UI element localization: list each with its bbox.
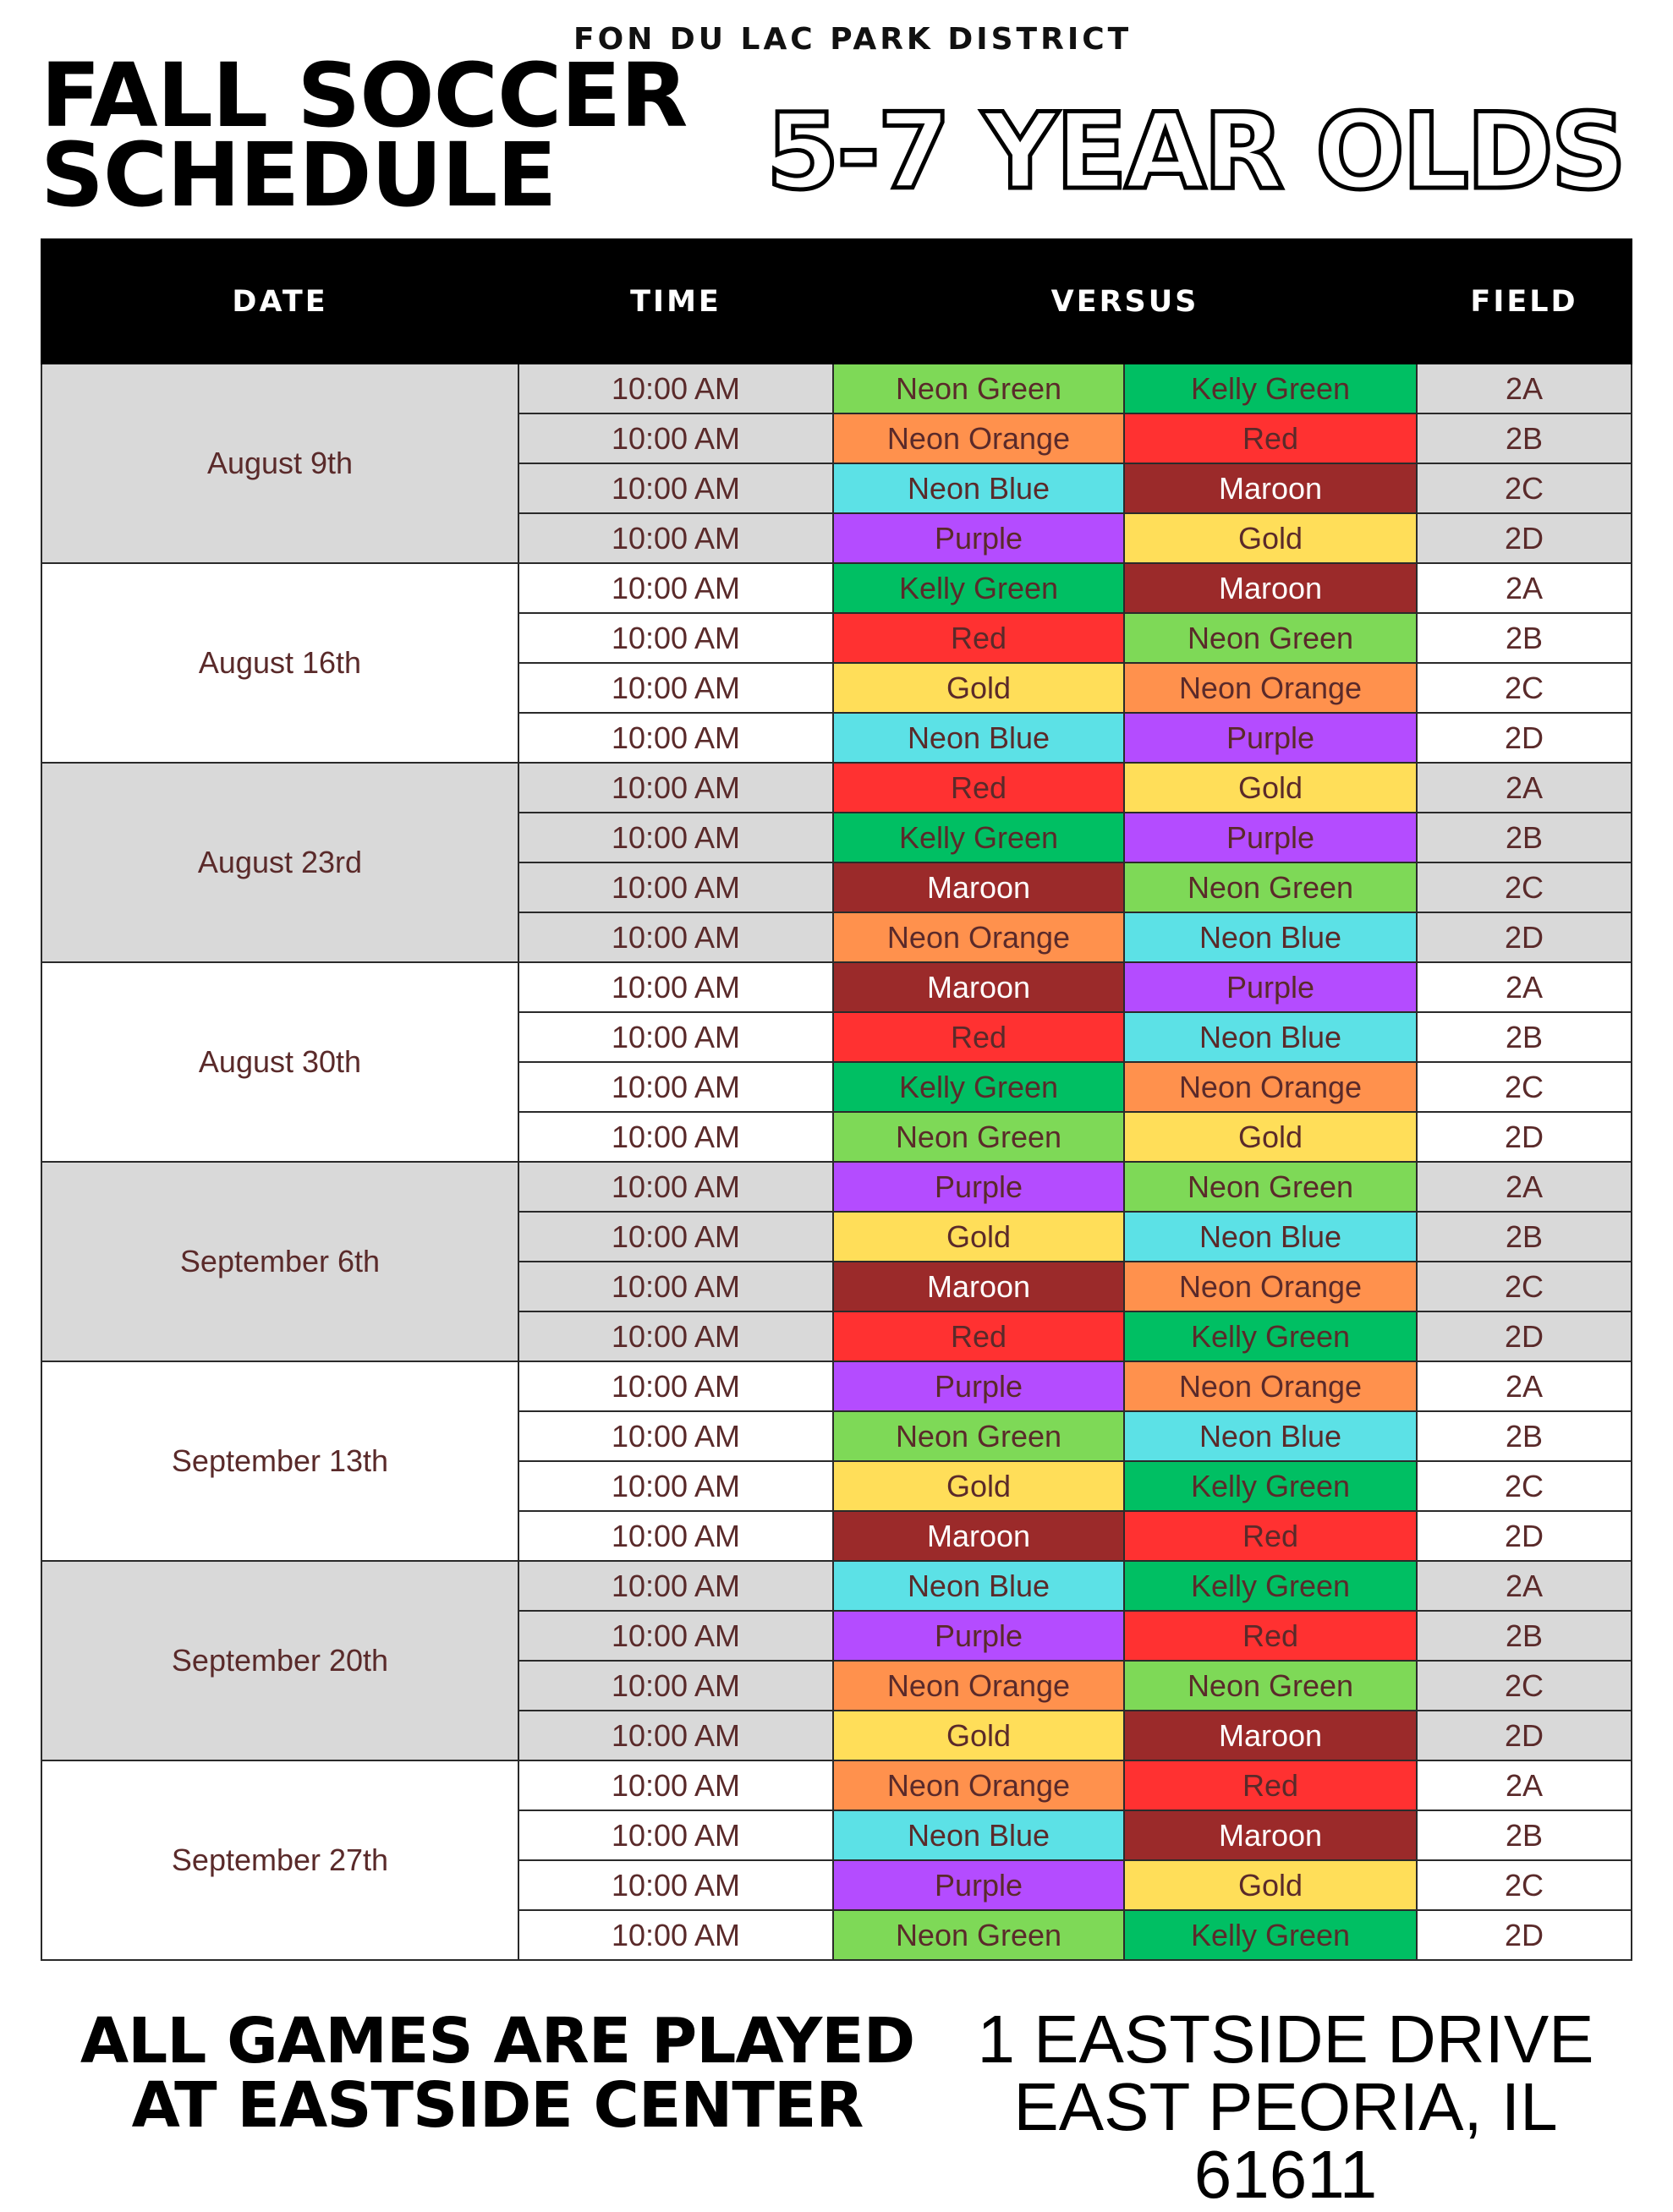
- game-time: 10:00 AM: [518, 1212, 833, 1262]
- field-number: 2A: [1417, 563, 1632, 613]
- game-date: September 13th: [41, 1361, 518, 1561]
- home-team: Gold: [833, 663, 1124, 713]
- home-team: Purple: [833, 513, 1124, 563]
- field-number: 2C: [1417, 1860, 1632, 1910]
- venue-line-1: ALL GAMES ARE PLAYED: [80, 2005, 915, 2078]
- home-team: Neon Blue: [833, 713, 1124, 763]
- away-team: Neon Green: [1124, 1162, 1417, 1212]
- field-number: 2A: [1417, 1561, 1632, 1611]
- home-team: Neon Orange: [833, 413, 1124, 463]
- game-time: 10:00 AM: [518, 813, 833, 862]
- away-team: Red: [1124, 413, 1417, 463]
- away-team: Maroon: [1124, 563, 1417, 613]
- game-time: 10:00 AM: [518, 912, 833, 962]
- home-team: Kelly Green: [833, 563, 1124, 613]
- game-time: 10:00 AM: [518, 713, 833, 763]
- table-row: [41, 763, 1632, 813]
- field-number: 2C: [1417, 463, 1632, 513]
- column-header-date: DATE: [41, 239, 518, 364]
- game-time: 10:00 AM: [518, 862, 833, 912]
- game-time: 10:00 AM: [518, 1062, 833, 1112]
- field-number: 2B: [1417, 1810, 1632, 1860]
- game-time: 10:00 AM: [518, 1461, 833, 1511]
- game-time: 10:00 AM: [518, 413, 833, 463]
- title-line-1: FALL SOCCER: [41, 44, 688, 147]
- game-time: 10:00 AM: [518, 1860, 833, 1910]
- field-number: 2D: [1417, 1112, 1632, 1162]
- away-team: Kelly Green: [1124, 364, 1417, 413]
- title-line-2: SCHEDULE: [41, 123, 557, 227]
- away-team: Kelly Green: [1124, 1910, 1417, 1960]
- home-team: Kelly Green: [833, 1062, 1124, 1112]
- field-number: 2D: [1417, 513, 1632, 563]
- table-row: [41, 962, 1632, 1012]
- home-team: Maroon: [833, 1262, 1124, 1311]
- game-time: 10:00 AM: [518, 463, 833, 513]
- game-time: 10:00 AM: [518, 1810, 833, 1860]
- away-team: Neon Blue: [1124, 912, 1417, 962]
- game-date: August 30th: [41, 962, 518, 1162]
- away-team: Kelly Green: [1124, 1461, 1417, 1511]
- away-team: Neon Orange: [1124, 663, 1417, 713]
- field-number: 2C: [1417, 1661, 1632, 1711]
- field-number: 2C: [1417, 1461, 1632, 1511]
- away-team: Purple: [1124, 713, 1417, 763]
- home-team: Gold: [833, 1711, 1124, 1760]
- field-number: 2A: [1417, 364, 1632, 413]
- home-team: Red: [833, 763, 1124, 813]
- field-number: 2C: [1417, 1062, 1632, 1112]
- field-number: 2D: [1417, 1910, 1632, 1960]
- game-date: September 6th: [41, 1162, 518, 1361]
- home-team: Neon Blue: [833, 463, 1124, 513]
- away-team: Neon Green: [1124, 1661, 1417, 1711]
- away-team: Maroon: [1124, 463, 1417, 513]
- home-team: Neon Green: [833, 1411, 1124, 1461]
- game-time: 10:00 AM: [518, 1311, 833, 1361]
- column-header-field: FIELD: [1417, 239, 1632, 364]
- game-time: 10:00 AM: [518, 763, 833, 813]
- field-number: 2B: [1417, 613, 1632, 663]
- game-time: 10:00 AM: [518, 613, 833, 663]
- game-date: August 9th: [41, 364, 518, 563]
- field-number: 2B: [1417, 1611, 1632, 1661]
- field-number: 2B: [1417, 1012, 1632, 1062]
- field-number: 2D: [1417, 1511, 1632, 1561]
- away-team: Kelly Green: [1124, 1311, 1417, 1361]
- table-row: [41, 1760, 1632, 1810]
- game-time: 10:00 AM: [518, 1162, 833, 1212]
- game-date: August 16th: [41, 563, 518, 763]
- away-team: Neon Blue: [1124, 1012, 1417, 1062]
- away-team: Neon Blue: [1124, 1411, 1417, 1461]
- field-number: 2A: [1417, 1162, 1632, 1212]
- field-number: 2B: [1417, 1212, 1632, 1262]
- home-team: Neon Orange: [833, 1661, 1124, 1711]
- home-team: Red: [833, 1311, 1124, 1361]
- field-number: 2D: [1417, 713, 1632, 763]
- home-team: Purple: [833, 1611, 1124, 1661]
- field-number: 2A: [1417, 1361, 1632, 1411]
- home-team: Neon Orange: [833, 912, 1124, 962]
- home-team: Kelly Green: [833, 813, 1124, 862]
- game-time: 10:00 AM: [518, 1561, 833, 1611]
- column-header-versus: VERSUS: [833, 239, 1417, 364]
- home-team: Gold: [833, 1212, 1124, 1262]
- schedule-table: [41, 238, 1632, 1961]
- schedule-body: [41, 364, 1632, 1960]
- away-team: Gold: [1124, 513, 1417, 563]
- home-team: Neon Blue: [833, 1561, 1124, 1611]
- away-team: Gold: [1124, 1112, 1417, 1162]
- district-name: FON DU LAC PARK DISTRICT: [573, 22, 1133, 57]
- field-number: 2D: [1417, 1711, 1632, 1760]
- game-date: August 23rd: [41, 763, 518, 962]
- address-line-1: 1 EASTSIDE DRIVE: [977, 2001, 1594, 2077]
- game-time: 10:00 AM: [518, 1661, 833, 1711]
- game-time: 10:00 AM: [518, 1112, 833, 1162]
- home-team: Purple: [833, 1162, 1124, 1212]
- table-row: [41, 1561, 1632, 1611]
- table-row: [41, 364, 1632, 413]
- home-team: Purple: [833, 1361, 1124, 1411]
- venue-note: [41, 2005, 954, 2142]
- game-time: 10:00 AM: [518, 1910, 833, 1960]
- game-time: 10:00 AM: [518, 364, 833, 413]
- home-team: Maroon: [833, 1511, 1124, 1561]
- age-group-label: 5-7 YEAR OLDS: [766, 91, 1624, 213]
- away-team: Gold: [1124, 763, 1417, 813]
- game-time: 10:00 AM: [518, 1760, 833, 1810]
- home-team: Neon Green: [833, 364, 1124, 413]
- column-header-time: TIME: [518, 239, 833, 364]
- game-time: 10:00 AM: [518, 962, 833, 1012]
- home-team: Neon Green: [833, 1112, 1124, 1162]
- away-team: Neon Green: [1124, 613, 1417, 663]
- game-time: 10:00 AM: [518, 1711, 833, 1760]
- game-time: 10:00 AM: [518, 1611, 833, 1661]
- table-row: [41, 1162, 1632, 1212]
- field-number: 2D: [1417, 912, 1632, 962]
- away-team: Neon Blue: [1124, 1212, 1417, 1262]
- field-number: 2C: [1417, 862, 1632, 912]
- home-team: Neon Orange: [833, 1760, 1124, 1810]
- away-team: Purple: [1124, 962, 1417, 1012]
- away-team: Kelly Green: [1124, 1561, 1417, 1611]
- away-team: Neon Orange: [1124, 1361, 1417, 1411]
- venue-line-2: AT EASTSIDE CENTER: [131, 2069, 864, 2142]
- home-team: Maroon: [833, 862, 1124, 912]
- table-row: [41, 1361, 1632, 1411]
- away-team: Neon Orange: [1124, 1262, 1417, 1311]
- away-team: Neon Orange: [1124, 1062, 1417, 1112]
- away-team: Red: [1124, 1760, 1417, 1810]
- away-team: Neon Green: [1124, 862, 1417, 912]
- away-team: Red: [1124, 1511, 1417, 1561]
- game-time: 10:00 AM: [518, 1411, 833, 1461]
- home-team: Neon Blue: [833, 1810, 1124, 1860]
- home-team: Red: [833, 613, 1124, 663]
- field-number: 2A: [1417, 962, 1632, 1012]
- game-time: 10:00 AM: [518, 1262, 833, 1311]
- field-number: 2C: [1417, 1262, 1632, 1311]
- table-header-row: [41, 239, 1632, 364]
- away-team: Red: [1124, 1611, 1417, 1661]
- away-team: Maroon: [1124, 1711, 1417, 1760]
- away-team: Purple: [1124, 813, 1417, 862]
- home-team: Gold: [833, 1461, 1124, 1511]
- game-time: 10:00 AM: [518, 1511, 833, 1561]
- field-number: 2C: [1417, 663, 1632, 713]
- game-time: 10:00 AM: [518, 1361, 833, 1411]
- field-number: 2B: [1417, 813, 1632, 862]
- game-date: September 20th: [41, 1561, 518, 1760]
- venue-address: [930, 2001, 1641, 2212]
- game-time: 10:00 AM: [518, 513, 833, 563]
- home-team: Purple: [833, 1860, 1124, 1910]
- game-time: 10:00 AM: [518, 563, 833, 613]
- field-number: 2B: [1417, 1411, 1632, 1461]
- table-row: [41, 563, 1632, 613]
- away-team: Maroon: [1124, 1810, 1417, 1860]
- field-number: 2D: [1417, 1311, 1632, 1361]
- away-team: Gold: [1124, 1860, 1417, 1910]
- home-team: Red: [833, 1012, 1124, 1062]
- field-number: 2A: [1417, 1760, 1632, 1810]
- game-time: 10:00 AM: [518, 1012, 833, 1062]
- game-date: September 27th: [41, 1760, 518, 1960]
- field-number: 2B: [1417, 413, 1632, 463]
- field-number: 2A: [1417, 763, 1632, 813]
- address-line-2: EAST PEORIA, IL 61611: [1013, 2069, 1558, 2212]
- home-team: Maroon: [833, 962, 1124, 1012]
- page-title: [41, 44, 785, 227]
- home-team: Neon Green: [833, 1910, 1124, 1960]
- game-time: 10:00 AM: [518, 663, 833, 713]
